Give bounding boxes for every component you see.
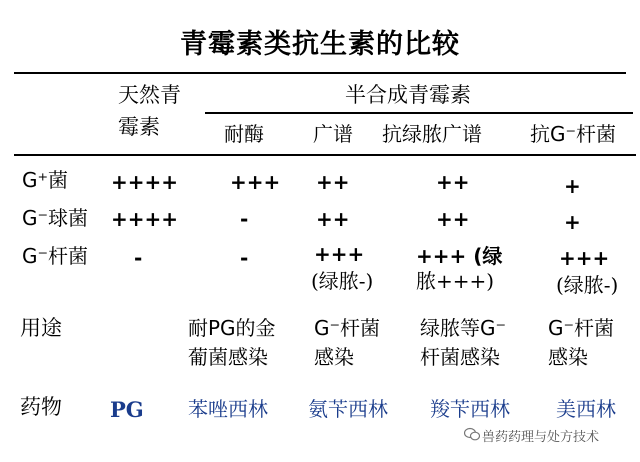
- table-cell: ++: [436, 170, 470, 194]
- header-subcol-antipseudomonal: 抗绿脓广谱: [382, 122, 482, 146]
- row-label-drugs: 药物: [20, 395, 62, 419]
- page-title: 青霉素类抗生素的比较: [180, 29, 460, 60]
- table-cell: +++ (绿: [416, 244, 503, 268]
- chat-bubble-icon: [464, 427, 480, 441]
- table-cell: ++: [316, 170, 350, 194]
- row-label-gram-positive: G⁺菌: [22, 168, 69, 192]
- table-cell: ++: [436, 207, 470, 231]
- table-cell: +: [564, 174, 581, 198]
- header-divider: [14, 154, 636, 156]
- table-cell: +++: [559, 246, 610, 270]
- usage-line2: 杆菌感染: [420, 345, 500, 369]
- header-subcol-anti-gram-negative: 抗G⁻杆菌: [530, 122, 617, 146]
- header-semisynthetic: 半合成青霉素: [345, 83, 471, 107]
- table-cell-note: (绿脓-): [311, 269, 374, 293]
- table-cell: +++: [314, 242, 365, 266]
- row-label-usage: 用途: [20, 316, 62, 340]
- drug-name: PG: [110, 397, 144, 422]
- drug-name: 美西林: [556, 397, 616, 421]
- usage-line2: 感染: [548, 345, 588, 369]
- table-cell-note: (绿脓-): [556, 273, 619, 297]
- table-cell: -: [134, 246, 143, 270]
- table-cell: ++++: [111, 207, 179, 231]
- drug-name: 苯唑西林: [188, 397, 268, 421]
- header-natural-line1: 天然青: [118, 83, 181, 107]
- usage-line1: 耐PG的金: [188, 316, 276, 340]
- drug-name: 氨苄西林: [308, 397, 388, 421]
- top-divider: [14, 72, 626, 74]
- table-cell-note: 脓+++): [416, 269, 495, 293]
- header-natural-line2: 霉素: [118, 115, 160, 139]
- watermark-text: 兽药药理与处方技术: [482, 430, 600, 445]
- table-cell: ++++: [111, 170, 179, 194]
- usage-line2: 感染: [314, 345, 354, 369]
- table-cell: ++: [316, 207, 350, 231]
- table-cell: +++: [230, 170, 281, 194]
- header-subcol-penicillinase-resistant: 耐酶: [224, 122, 264, 146]
- row-label-gram-negative-cocci: G⁻球菌: [22, 206, 89, 230]
- table-cell: -: [240, 246, 249, 270]
- table-cell: +: [564, 210, 581, 234]
- drug-name: 羧苄西林: [430, 397, 510, 421]
- row-label-gram-negative-bacilli: G⁻杆菌: [22, 244, 89, 268]
- usage-line1: G⁻杆菌: [548, 316, 615, 340]
- header-subcol-broad-spectrum: 广谱: [313, 122, 353, 146]
- usage-line1: 绿脓等G⁻: [420, 316, 507, 340]
- table-cell: -: [240, 207, 249, 231]
- usage-line1: G⁻杆菌: [314, 316, 381, 340]
- subheader-divider: [205, 112, 633, 114]
- usage-line2: 葡菌感染: [188, 345, 268, 369]
